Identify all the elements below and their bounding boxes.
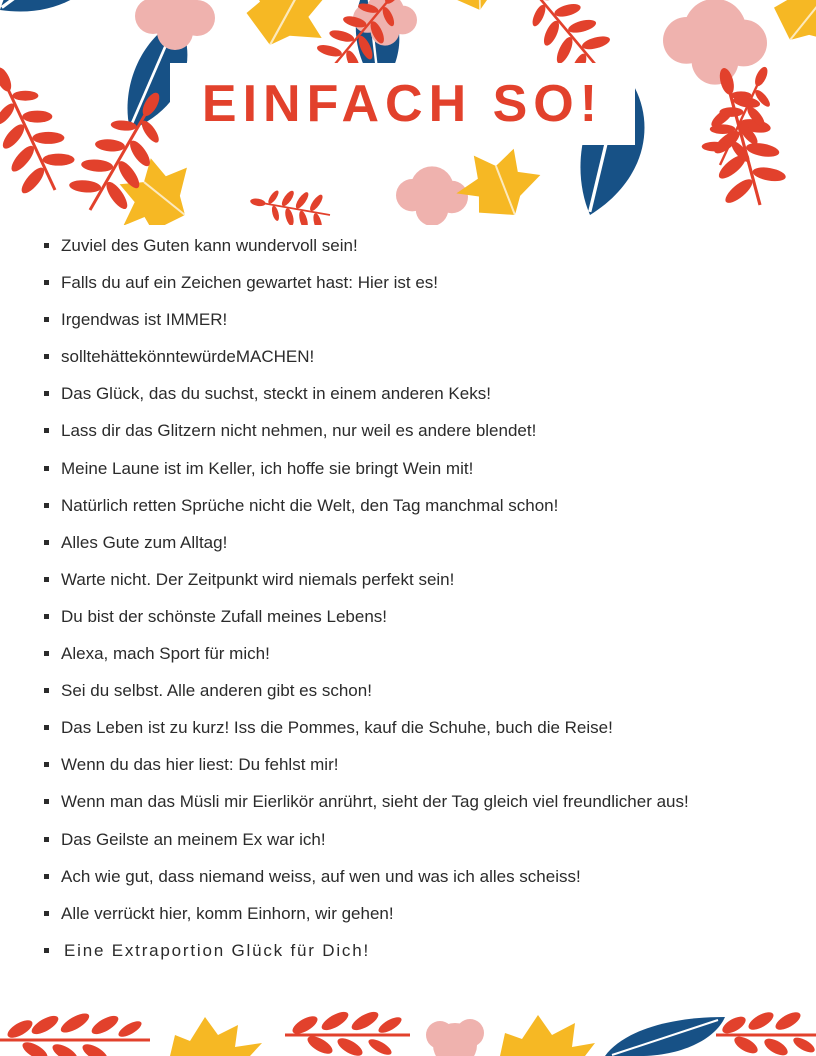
tropical-leaf-icon	[605, 1017, 725, 1056]
fern-leaf-icon	[0, 1010, 150, 1056]
bottom-leaf-decoration	[0, 1005, 816, 1056]
list-item: Falls du auf ein Zeichen gewartet hast: Hier ist es!	[44, 264, 784, 301]
maple-leaf-icon	[103, 143, 206, 225]
blossom-icon	[663, 0, 767, 85]
blossom-icon	[426, 1019, 484, 1056]
list-item: Zuviel des Guten kann wundervoll sein!	[44, 227, 784, 264]
fern-leaf-icon	[716, 1009, 816, 1056]
list-item: Alle verrückt hier, komm Einhorn, wir gehen!	[44, 895, 784, 932]
list-item: Irgendwas ist IMMER!	[44, 301, 784, 338]
list-item: Warte nicht. Der Zeitpunkt wird niemals perfekt sein!	[44, 561, 784, 598]
blossom-icon	[135, 0, 215, 50]
maple-leaf-icon	[170, 1017, 262, 1056]
list-item: Ach wie gut, dass niemand weiss, auf wen und was ich alles scheiss!	[44, 858, 784, 895]
sayings-list	[44, 227, 784, 969]
fern-leaf-icon	[285, 1008, 410, 1056]
fern-leaf-icon	[0, 54, 85, 204]
title-banner	[170, 63, 635, 145]
maple-leaf-icon	[433, 0, 517, 16]
list-item: Alexa, mach Sport für mich!	[44, 635, 784, 672]
list-item: Sei du selbst. Alle anderen gibt es schon!	[44, 672, 784, 709]
list-item: Eine Extraportion Glück für Dich!	[44, 932, 784, 969]
list-item: Wenn man das Müsli mir Eierlikör anrührt, sieht der Tag gleich viel freundlicher aus!	[44, 783, 784, 820]
maple-leaf-icon	[500, 1015, 595, 1056]
list-item: Wenn du das hier liest: Du fehlst mir!	[44, 746, 784, 783]
list-item: Meine Laune ist im Keller, ich hoffe sie bringt Wein mit!	[44, 450, 784, 487]
list-item: Lass dir das Glitzern nicht nehmen, nur weil es andere blendet!	[44, 412, 784, 449]
blossom-icon	[396, 166, 468, 225]
tropical-leaf-icon	[0, 0, 131, 17]
fern-leaf-icon	[247, 181, 334, 225]
list-item: solltehättekönntewürdeMACHEN!	[44, 338, 784, 375]
list-item: Das Geilste an meinem Ex war ich!	[44, 821, 784, 858]
list-item: Du bist der schönste Zufall meines Lebens!	[44, 598, 784, 635]
maple-leaf-icon	[444, 132, 551, 225]
list-item: Alles Gute zum Alltag!	[44, 524, 784, 561]
list-item: Das Glück, das du suchst, steckt in einem anderen Keks!	[44, 375, 784, 412]
list-item: Natürlich retten Sprüche nicht die Welt, den Tag manchmal schon!	[44, 487, 784, 524]
page-title: EINFACH SO!	[201, 75, 604, 133]
list-item: Das Leben ist zu kurz! Iss die Pommes, kauf die Schuhe, buch die Reise!	[44, 709, 784, 746]
